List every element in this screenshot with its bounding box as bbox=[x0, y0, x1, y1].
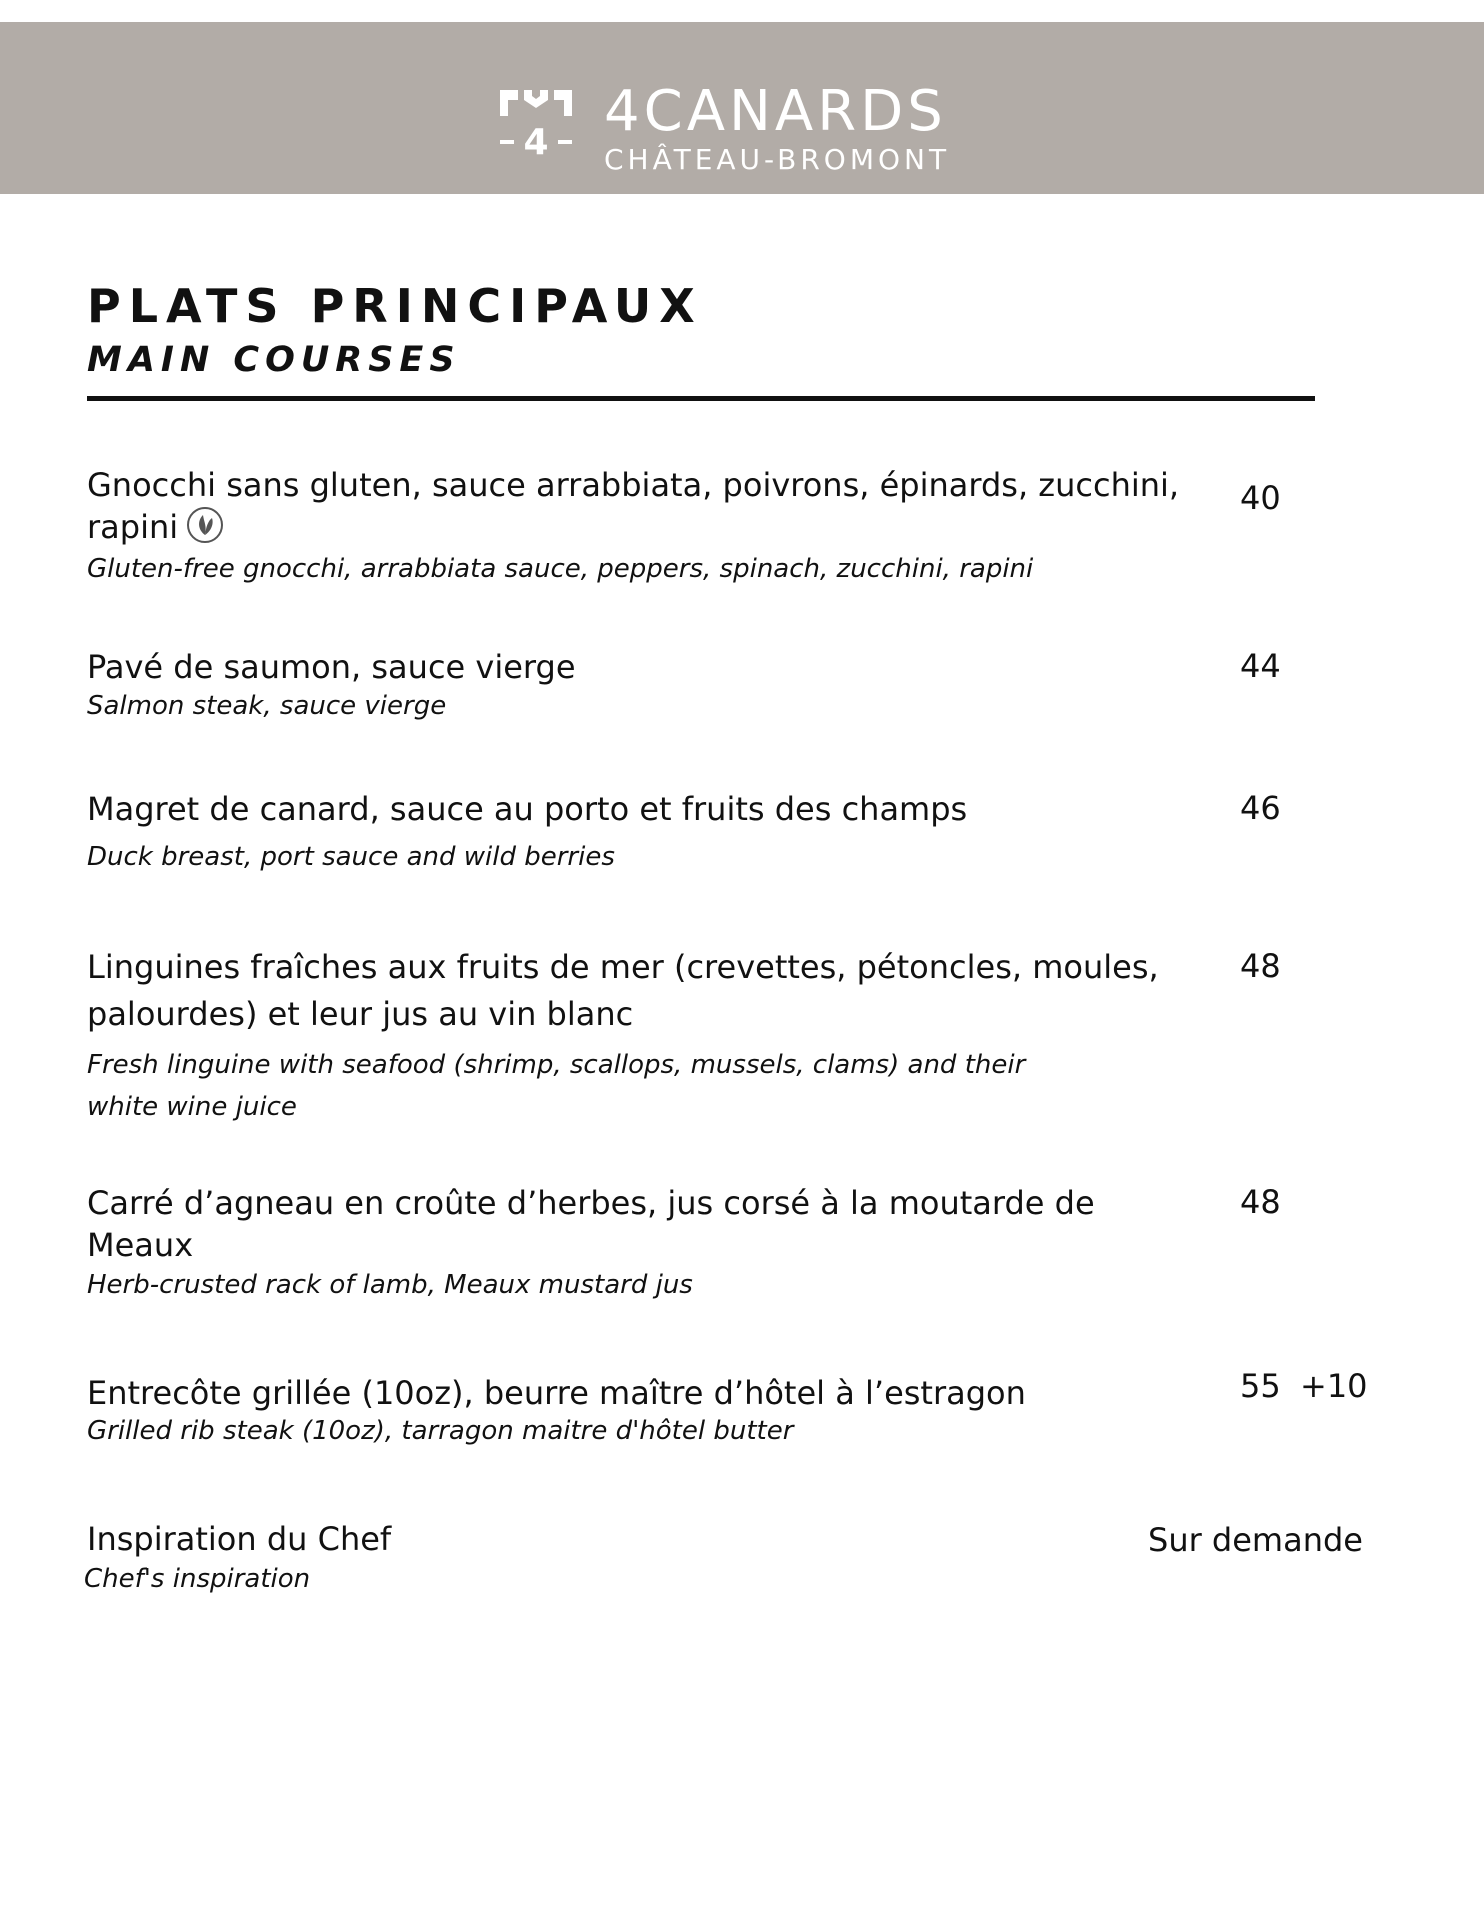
section-title-fr: PLATS PRINCIPAUX bbox=[87, 279, 703, 333]
dish-name-fr: Carré d’agneau en croûte d’herbes, jus corsé à la moutarde de Meaux bbox=[87, 1184, 1095, 1264]
castle-logo-icon bbox=[496, 80, 576, 160]
menu-item-salmon bbox=[87, 646, 1377, 724]
dish-name-en: Grilled rib steak (10oz), tarragon maitre d'hôtel butter bbox=[87, 1416, 794, 1446]
section-title-en: MAIN COURSES bbox=[87, 340, 461, 380]
vegetarian-leaf-icon bbox=[186, 506, 224, 544]
menu-item-lamb bbox=[87, 1182, 1377, 1304]
dish-name-fr: Inspiration du Chef bbox=[87, 1520, 392, 1558]
price-ribsteak: 55 bbox=[1240, 1367, 1281, 1405]
dish-name-fr: Linguines fraîches aux fruits de mer (crevettes, pétoncles, moules, palourdes) et leur jus au vin blanc bbox=[87, 948, 1159, 1033]
price-lamb: 48 bbox=[1240, 1183, 1281, 1221]
price-chef-inspiration: Sur demande bbox=[1148, 1521, 1363, 1559]
dish-name-en: Fresh linguine with seafood (shrimp, scallops, mussels, clams) and their white wine juice bbox=[87, 1050, 1026, 1122]
logo-mark-number: 4 bbox=[523, 122, 549, 160]
dish-name-fr: Entrecôte grillée (10oz), beurre maître d’hôtel à l’estragon bbox=[87, 1374, 1026, 1412]
dish-name-fr-text: Gnocchi sans gluten, sauce arrabbiata, poivrons, épinards, zucchini, rapini bbox=[87, 466, 1180, 546]
price-gnocchi: 40 bbox=[1240, 479, 1281, 517]
menu-item-duck bbox=[87, 788, 1377, 878]
menu-item-gnocchi bbox=[87, 464, 1377, 590]
dish-name-en: Salmon steak, sauce vierge bbox=[87, 691, 447, 721]
dish-name-en: Duck breast, port sauce and wild berries bbox=[87, 842, 615, 872]
dish-name-fr: Pavé de saumon, sauce vierge bbox=[87, 648, 576, 686]
brand-subtitle: CHÂTEAU-BROMONT bbox=[604, 143, 951, 176]
price-salmon: 44 bbox=[1240, 647, 1281, 685]
dish-name-en: Chef's inspiration bbox=[84, 1564, 311, 1594]
dish-name-fr bbox=[87, 464, 1187, 548]
price-duck: 46 bbox=[1240, 789, 1281, 827]
title-divider bbox=[87, 396, 1315, 401]
brand-logo bbox=[496, 70, 1016, 176]
dish-name-en: Herb-crusted rack of lamb, Meaux mustard jus bbox=[87, 1270, 693, 1300]
dish-name-en: Gluten-free gnocchi, arrabbiata sauce, peppers, spinach, zucchini, rapini bbox=[87, 554, 1034, 584]
price-supplement: +10 bbox=[1300, 1367, 1368, 1405]
menu-item-ribsteak bbox=[87, 1372, 1377, 1448]
brand-name: 4CANARDS bbox=[604, 79, 947, 144]
menu-item-linguine bbox=[87, 944, 1377, 1128]
price-linguine: 48 bbox=[1240, 947, 1281, 985]
header-band bbox=[0, 22, 1484, 194]
dish-name-fr: Magret de canard, sauce au porto et fruits des champs bbox=[87, 790, 968, 828]
